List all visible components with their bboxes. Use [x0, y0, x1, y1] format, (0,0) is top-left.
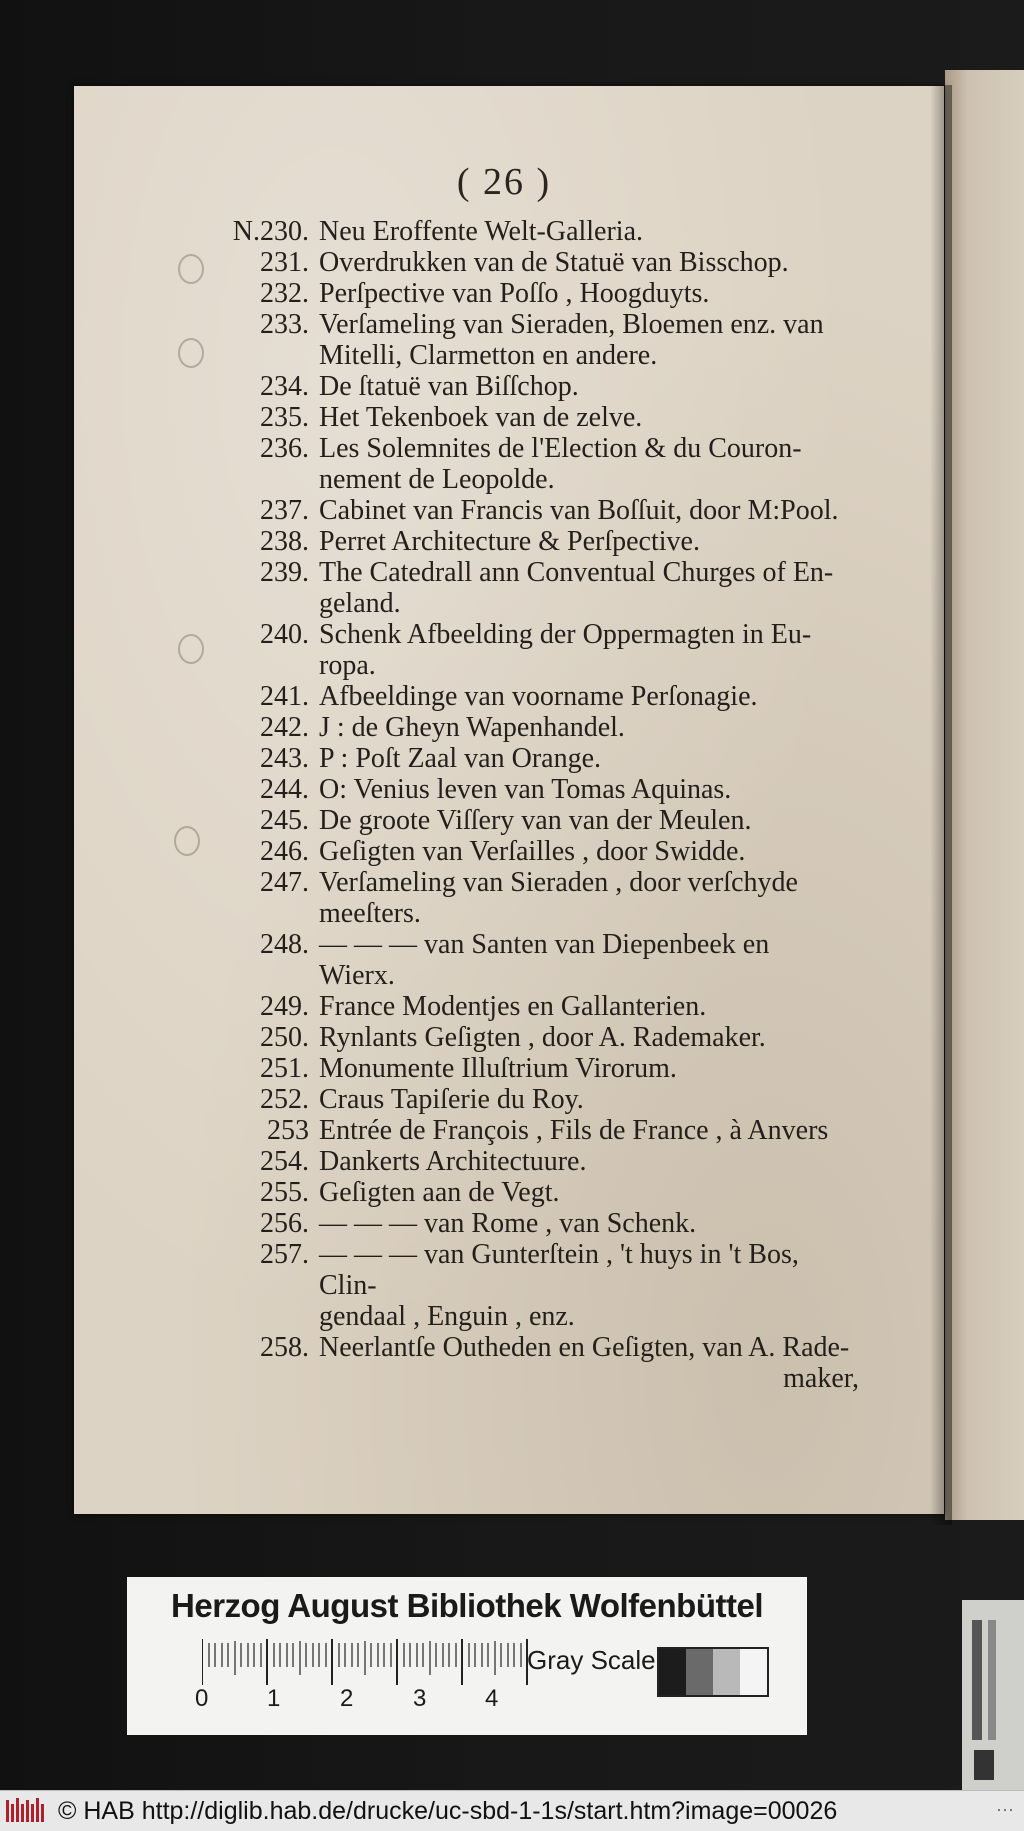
catalogue-entry: [74, 278, 944, 309]
entry-title: Perret Architecture & Perſpective.: [319, 526, 700, 557]
catalogue-entry: [74, 836, 944, 867]
entry-number: [74, 960, 319, 991]
entry-number: 232.: [260, 278, 309, 309]
entry-title: maker,: [783, 1363, 859, 1394]
entry-number: 248.: [260, 929, 309, 960]
entry-number: [74, 1301, 319, 1332]
side-card-square: [974, 1750, 994, 1780]
catalogue-entry: [74, 526, 944, 557]
catalogue-entries: [74, 216, 944, 1394]
color-target-card: [127, 1577, 807, 1735]
entry-title: J : de Gheyn Wapenhandel.: [319, 712, 625, 743]
entry-title: De ſtatuë van Biſſchop.: [319, 371, 579, 402]
entry-number: 241.: [260, 681, 309, 712]
library-name: Herzog August Bibliothek Wolfenbüttel: [171, 1587, 763, 1624]
entry-title: Les Solemnites de l'Election & du Couron-: [319, 433, 802, 464]
entry-title: Dankerts Architectuure.: [319, 1146, 587, 1177]
catalogue-entry: [74, 805, 944, 836]
entry-title: nement de Leopolde.: [319, 464, 555, 495]
catalogue-entry: [74, 464, 944, 495]
entry-number: 240.: [260, 619, 309, 650]
entry-title: ropa.: [319, 650, 376, 681]
footer-bar: [0, 1790, 1024, 1831]
entry-title: Entrée de François , Fils de France , à Anvers: [319, 1115, 829, 1146]
more-options-icon[interactable]: ···: [996, 1799, 1014, 1819]
catalogue-entry: [74, 867, 944, 898]
hab-logo-icon: [4, 1796, 48, 1826]
entry-title: P : Poſt Zaal van Orange.: [319, 743, 602, 774]
ruler-numbers: [195, 1685, 555, 1715]
catalogue-entry: [74, 1115, 944, 1146]
entry-number: 254.: [260, 1146, 309, 1177]
entry-title: Craus Tapiſerie du Roy.: [319, 1084, 584, 1115]
catalogue-entry: [74, 774, 944, 805]
catalogue-entry: [74, 1239, 944, 1301]
entry-title: meeſters.: [319, 898, 421, 929]
ruler-number: 4: [485, 1685, 499, 1712]
catalogue-entry: [74, 898, 944, 929]
catalogue-entry: [74, 1022, 944, 1053]
gray-scale-label: Gray Scale: [527, 1645, 656, 1675]
entry-number: 245.: [260, 805, 309, 836]
entry-number: 251.: [260, 1053, 309, 1084]
catalogue-entry: [74, 557, 944, 588]
entry-title: Het Tekenboek van de zelve.: [319, 402, 643, 433]
gray-scale-swatches: [657, 1647, 769, 1697]
entry-number: 253: [267, 1115, 309, 1146]
gray-swatch: [740, 1649, 767, 1695]
entry-number: 238.: [260, 526, 309, 557]
entry-number: 234.: [260, 371, 309, 402]
ruler-number: 0: [195, 1685, 209, 1712]
spine-shadow: [930, 85, 952, 1525]
entry-title: Verſameling van Sieraden , door verſchyde: [319, 867, 798, 898]
gray-swatch: [686, 1649, 713, 1695]
ruler-icon: [202, 1637, 532, 1687]
catalogue-entry: [74, 650, 944, 681]
entry-title: — — — van Santen van Diepenbeek en: [319, 929, 770, 960]
entry-number: 247.: [260, 867, 309, 898]
entry-number: 244.: [260, 774, 309, 805]
catalogue-entry: [74, 681, 944, 712]
entry-title: Geſigten aan de Vegt.: [319, 1177, 560, 1208]
entry-title: Overdrukken van de Statuë van Bisschop.: [319, 247, 789, 278]
catalogue-entry: [74, 402, 944, 433]
entry-number: 250.: [260, 1022, 309, 1053]
footer-copyright-url[interactable]: © HAB http://diglib.hab.de/drucke/uc-sbd-1-1s/start.htm?image=00026: [58, 1796, 838, 1825]
entry-title: De groote Viſſery van van der Meulen.: [319, 805, 752, 836]
side-card-bar: [988, 1620, 996, 1740]
page-number: ( 26 ): [456, 161, 552, 203]
entry-title: Cabinet van Francis van Boſſuit, door M:Pool.: [319, 495, 839, 526]
catalogue-entry: [74, 1301, 944, 1332]
entry-number: 235.: [260, 402, 309, 433]
catalogue-entry: [74, 991, 944, 1022]
catalogue-entry: [74, 433, 944, 464]
catalogue-entry: [74, 247, 944, 278]
entry-number: 239.: [260, 557, 309, 588]
entry-number: [74, 898, 319, 929]
entry-number: 252.: [260, 1084, 309, 1115]
ruler-number: 3: [413, 1685, 427, 1712]
catalogue-entry: [74, 712, 944, 743]
margin-mark: [174, 826, 200, 856]
ruler-number: 1: [267, 1685, 281, 1712]
catalogue-entry: [74, 340, 944, 371]
entry-title: Schenk Afbeelding der Oppermagten in Eu-: [319, 619, 812, 650]
side-color-card: [962, 1600, 1024, 1790]
entry-number: 258.: [260, 1332, 309, 1363]
entry-number: 257.: [260, 1239, 309, 1270]
catalogue-entry: [74, 371, 944, 402]
catalogue-entry: [74, 929, 944, 960]
catalogue-entry: [74, 1208, 944, 1239]
entry-title: Verſameling van Sieraden, Bloemen enz. van: [319, 309, 824, 340]
entry-number: 255.: [260, 1177, 309, 1208]
catalogue-entry: [74, 1332, 944, 1363]
entry-title: Neu Eroffente Welt-Galleria.: [319, 216, 644, 247]
entry-title: Mitelli, Clarmetton en andere.: [319, 340, 658, 371]
entry-title: — — — van Rome , van Schenk.: [319, 1208, 697, 1239]
margin-mark: [178, 254, 204, 284]
entry-number: 242.: [260, 712, 309, 743]
entry-number: 243.: [260, 743, 309, 774]
catalogue-entry: [74, 1053, 944, 1084]
entry-number: 246.: [260, 836, 309, 867]
entry-title: Afbeeldinge van voorname Perſonagie.: [319, 681, 758, 712]
gray-swatch: [713, 1649, 740, 1695]
margin-mark: [178, 338, 204, 368]
entry-title: The Catedrall ann Conventual Churges of En-: [319, 557, 834, 588]
entry-number: 233.: [260, 309, 309, 340]
catalogue-entry: [74, 588, 944, 619]
catalogue-entry: [74, 216, 944, 247]
catalogue-entry: [74, 309, 944, 340]
gray-swatch: [659, 1649, 686, 1695]
catalogue-entry: [74, 1177, 944, 1208]
catalogue-entry: [74, 743, 944, 774]
ruler-number: 2: [340, 1685, 354, 1712]
catalogue-entry: [74, 495, 944, 526]
entry-title: Wierx.: [319, 960, 395, 991]
entry-title: geland.: [319, 588, 401, 619]
catalogue-entry: [74, 1363, 944, 1394]
entry-title: gendaal , Enguin , enz.: [319, 1301, 575, 1332]
entry-number: [74, 464, 319, 495]
entry-title: Rynlants Geſigten , door A. Rademaker.: [319, 1022, 766, 1053]
facing-page-edge: [945, 70, 1024, 1520]
entry-title: Neerlantſe Outheden en Geſigten, van A. Rade-: [319, 1332, 850, 1363]
entry-title: Monumente Illuſtrium Virorum.: [319, 1053, 677, 1084]
margin-mark: [178, 634, 204, 664]
entry-number: [74, 588, 319, 619]
entry-title: O: Venius leven van Tomas Aquinas.: [319, 774, 732, 805]
entry-number: 256.: [260, 1208, 309, 1239]
side-card-bar: [972, 1620, 982, 1740]
catalogue-entry: [74, 1084, 944, 1115]
entry-title: — — — van Gunterſtein , 't huys in 't Bos, Clin-: [319, 1239, 799, 1301]
entry-title: France Modentjes en Gallanterien.: [319, 991, 707, 1022]
catalogue-entry: [74, 960, 944, 991]
catalogue-entry: [74, 1146, 944, 1177]
entry-number: 249.: [260, 991, 309, 1022]
entry-title: Perſpective van Poſſo , Hoogduyts.: [319, 278, 710, 309]
entry-number: 236.: [260, 433, 309, 464]
entry-number: N.230.: [232, 216, 309, 247]
entry-title: Geſigten van Verſailles , door Swidde.: [319, 836, 746, 867]
book-page: [74, 86, 944, 1514]
entry-number: 231.: [260, 247, 309, 278]
entry-number: 237.: [260, 495, 309, 526]
catalogue-entry: [74, 619, 944, 650]
entry-number: [74, 1363, 319, 1394]
